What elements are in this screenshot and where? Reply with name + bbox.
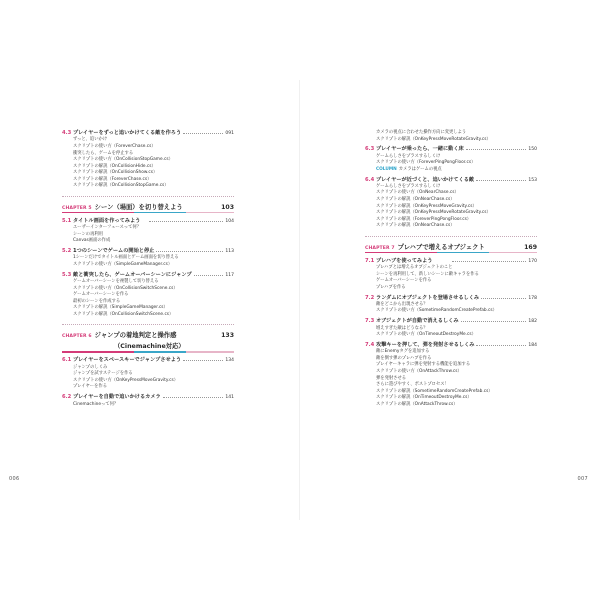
toc-subitem: ジャンプのしくみ [73, 364, 108, 370]
leader-dots [452, 261, 526, 262]
section-number: 6.1 [62, 357, 72, 364]
page-number-right: 007 [577, 476, 588, 482]
toc-section[interactable] [365, 177, 537, 184]
toc-subitem: スクリプトの解説（OnCollisionSwitchScene.cs） [73, 311, 174, 317]
section-page: 134 [225, 358, 234, 364]
rule-segment-pink [62, 212, 134, 213]
section-title: 攻撃キーを押して、弾を発射させるしくみ [376, 341, 475, 348]
toc-subitem: 最初のシーンを作成する [73, 298, 121, 304]
toc-subitem: スクリプトの解説（ForeverPingPongFloor.cs） [376, 216, 472, 222]
section-number: 7.3 [365, 318, 375, 325]
section-number: 7.2 [365, 294, 375, 301]
section-number: 6.2 [62, 394, 72, 401]
page-number-left: 006 [9, 476, 20, 482]
toc-section[interactable] [365, 295, 537, 302]
toc-section[interactable] [62, 248, 234, 255]
toc-subitem: スクリプトの解説（SometimeRandomCreatePrefab.cs） [376, 388, 493, 394]
toc-subitem: スクリプトの使い方（ForeverChase.cs） [73, 143, 156, 149]
toc-subitem: スクリプトの使い方（SimpleGameManager.cs） [73, 261, 173, 267]
column-tag: COLUMN [376, 166, 397, 172]
toc-section[interactable] [62, 357, 234, 364]
section-page: 184 [528, 342, 537, 348]
leader-dots [461, 321, 527, 322]
section-title: プレイヤーを自動で追いかけるカメラ [73, 394, 161, 401]
toc-subitem: 1シーンだけでタイトル画面とゲーム画面を切り替える [73, 255, 179, 261]
leader-dots [156, 251, 223, 252]
toc-subitem: 衝突したら、ゲームを停止する [73, 150, 134, 156]
chapter-label: CHAPTER 5 [62, 205, 92, 211]
section-page: 104 [225, 218, 234, 224]
rule-segment-pink [365, 252, 437, 253]
toc-subitem: プレハブを作る [376, 284, 406, 290]
section-number: 4.3 [62, 130, 72, 136]
toc-subitem: スクリプトの使い方（SometimeRandomCreatePrefab.cs） [376, 308, 497, 314]
section-title: プレイヤーをスペースキーでジャンプさせよう [73, 357, 182, 364]
section-number: 5.1 [62, 217, 72, 224]
section-title: 敵と衝突したら、ゲームオーバーシーンにジャンプ [73, 271, 192, 278]
toc-subitem: スクリプトの解説（OnTimeoutDestroyMe.cs） [376, 395, 472, 401]
toc-subitem: ずっと、追いかけ [73, 137, 108, 143]
chapter-label: CHAPTER 6 [62, 334, 92, 340]
section-page: 150 [528, 147, 537, 153]
section-number: 5.3 [62, 271, 72, 278]
toc-subitem: Canvas画面の作成 [73, 238, 111, 244]
toc-section[interactable] [62, 218, 234, 225]
chapter-rule [62, 351, 234, 353]
rule-segment-light [186, 212, 234, 213]
leader-dots [183, 133, 223, 134]
toc-subitem: ユーザーインターフェースって何？ [73, 225, 141, 231]
toc-subitem: スクリプトの解説（OnCollisionShow.cs） [73, 170, 158, 176]
toc-section[interactable] [365, 342, 537, 349]
toc-subitem: ゲームオーバーシーンを作る [376, 278, 432, 284]
toc-subitem: スクリプトの解説（OnKeyPressMoveRotateGravity.cs） [376, 136, 491, 142]
toc-subitem: 敵を倒す弾のプレハブを作る [376, 355, 432, 361]
leader-dots [476, 180, 526, 181]
section-title: ランダムにオブジェクトを登場させるしくみ [376, 294, 480, 301]
toc-subitem: 増えすぎた敵はどうなる？ [376, 325, 428, 331]
toc-subitem: スクリプトの解説（OnCollisionHide.cs） [73, 163, 156, 169]
chapter-rule [365, 252, 537, 254]
section-page: 113 [225, 249, 234, 255]
section-title: プレイヤーが近づくと、追いかけてくる敵 [376, 176, 475, 183]
section-number: 6.4 [365, 176, 375, 183]
toc-subitem: スクリプトの解説（OnKeyPressMoveGravity.cs） [376, 203, 477, 209]
toc-subitem: スクリプトの解説（ForeverChase.cs） [73, 176, 152, 182]
chapter-line [365, 242, 537, 251]
chapter-title: プレハブで増えるオブジェクト [397, 243, 485, 251]
toc-subitem: スクリプトの使い方（OnCollisionStopGame.cs） [73, 157, 173, 163]
toc-subitem: スクリプトの使い方（OnKeyPressMoveGravity.cs） [73, 377, 179, 383]
leader-dots [163, 397, 224, 398]
rule-segment-blue [134, 212, 186, 213]
rule-segment-blue [134, 351, 186, 352]
column-title: カメラはゲームの視点 [398, 166, 442, 172]
section-page: 178 [528, 295, 537, 301]
chapter-page: 103 [221, 203, 234, 211]
toc-column-right [365, 130, 537, 408]
rule-segment-light [186, 351, 234, 352]
toc-subitem: ジャンプを試すステージを作る [73, 371, 133, 377]
toc-subitem: 敵をどこから出現させる？ [376, 301, 428, 307]
rule-segment-light [489, 252, 537, 253]
section-title: 1つのシーンでゲームの開始と停止 [73, 248, 155, 255]
toc-subitem: ゲームオーバーシーンを作る [73, 292, 129, 298]
chapter-page: 169 [524, 243, 537, 251]
toc-subitem: Cinemachineって何？ [73, 401, 119, 407]
chapter-line [62, 330, 234, 339]
right-page [300, 0, 600, 600]
toc-subitem: 弾を発射させる [376, 375, 407, 381]
section-title: オブジェクトが自動で消えるしくみ [376, 318, 459, 325]
toc-subitem: プレイヤーキャラに弾を発射する機能を追加する [376, 362, 471, 368]
toc-subitem: ゲームらしさをプラスするしくけ [376, 183, 441, 189]
toc-subitem: カメラの視点に合わせた操作方向に変更しよう [376, 130, 467, 135]
section-number: 7.1 [365, 257, 375, 264]
chapter-title: シーン（場面）を切り替えよう [94, 203, 183, 211]
toc-subitem: スクリプトの使い方（OnNearChase.cs） [376, 190, 459, 196]
chapter-title: ジャンプの着地判定と操作感 [94, 332, 177, 340]
toc-subitem: スクリプトの使い方（ForeverPingPongFloor.cs） [376, 160, 476, 166]
chapter-line [62, 202, 234, 211]
toc-section[interactable] [365, 258, 537, 265]
section-number: 6.3 [365, 146, 375, 153]
toc-subitem: ゲームオーバーシーンを複製して切り替える [73, 279, 159, 285]
chapter-rule [62, 212, 234, 214]
toc-subitem: スクリプトの解説（OnNearChase.cs） [376, 223, 455, 229]
chapter-title-line2: （Cinemachine対応） [114, 343, 185, 351]
toc-subitem: スクリプトの解説（OnKeyPressMoveRotateGravity.cs） [376, 210, 491, 216]
chapter-page: 133 [221, 332, 234, 340]
chapter-label: CHAPTER 7 [365, 245, 395, 251]
section-title: プレイヤーをずっと追いかけてくる敵を作ろう [73, 130, 182, 136]
leader-dots [466, 149, 527, 150]
toc-section[interactable] [365, 146, 537, 153]
rule-segment-pink [62, 351, 134, 352]
chapter-heading[interactable] [62, 324, 234, 353]
leader-dots [149, 221, 223, 222]
toc-subitem: スクリプトの解説（OnNearChase.cs） [376, 197, 455, 203]
rule-segment-blue [437, 252, 489, 253]
section-page: 091 [225, 131, 234, 136]
section-number: 7.4 [365, 341, 375, 348]
toc-section[interactable] [62, 394, 234, 401]
toc-subitem: シーンを再利用して、新しいシーンに敵キャラを作る [376, 271, 479, 277]
toc-subitem: さらに遊びやすく、ポストプロセス！ [376, 382, 449, 388]
toc-section[interactable] [62, 130, 234, 137]
leader-dots [476, 345, 526, 346]
leader-dots [194, 275, 224, 276]
section-number: 5.2 [62, 248, 72, 255]
toc-subitem: スクリプトの解説（OnCollisionStopGame.cs） [73, 183, 169, 189]
toc-column-item [365, 167, 537, 174]
section-title: プレイヤーが乗ったら、一緒に動く床 [376, 146, 464, 153]
toc-subitem: スクリプトの解説（OnAttackThrow.cs） [376, 401, 458, 407]
toc-subitem: スクリプトの使い方（OnCollisionSwitchScene.cs） [73, 285, 178, 291]
toc-subitem: シーンの再利用 [73, 231, 103, 237]
toc-subitem: プレハブとは増えるオブジェクトのこと [376, 265, 453, 271]
toc-subitem: ゲームらしさをプラスするしくけ [376, 153, 441, 159]
toc-subitem: スクリプトの解説（SimpleGameManager.cs） [73, 305, 168, 311]
section-title: タイトル画面を作ってみよう [73, 217, 141, 224]
section-page: 141 [225, 395, 234, 401]
leader-dots [183, 360, 223, 361]
section-page: 153 [528, 177, 537, 183]
toc-section[interactable] [62, 272, 234, 279]
leader-dots [481, 298, 526, 299]
toc-subitem: スクリプトの使い方（OnAttackThrow.cs） [376, 368, 462, 374]
toc-subitem: 敵にEnemyタグを追加する [376, 349, 430, 355]
toc-subitem: プレイヤーを作る [73, 384, 107, 390]
section-title: プレハブを使ってみよう [376, 257, 433, 264]
toc-column-left [62, 130, 234, 408]
toc-section[interactable] [365, 318, 537, 325]
chapter-heading[interactable] [365, 236, 537, 254]
section-page: 182 [528, 319, 537, 325]
toc-subitem: スクリプトの使い方（OnTimeoutDestroyMe.cs） [376, 332, 476, 338]
section-page: 117 [225, 272, 234, 278]
chapter-heading[interactable] [62, 196, 234, 214]
section-page: 170 [528, 258, 537, 264]
